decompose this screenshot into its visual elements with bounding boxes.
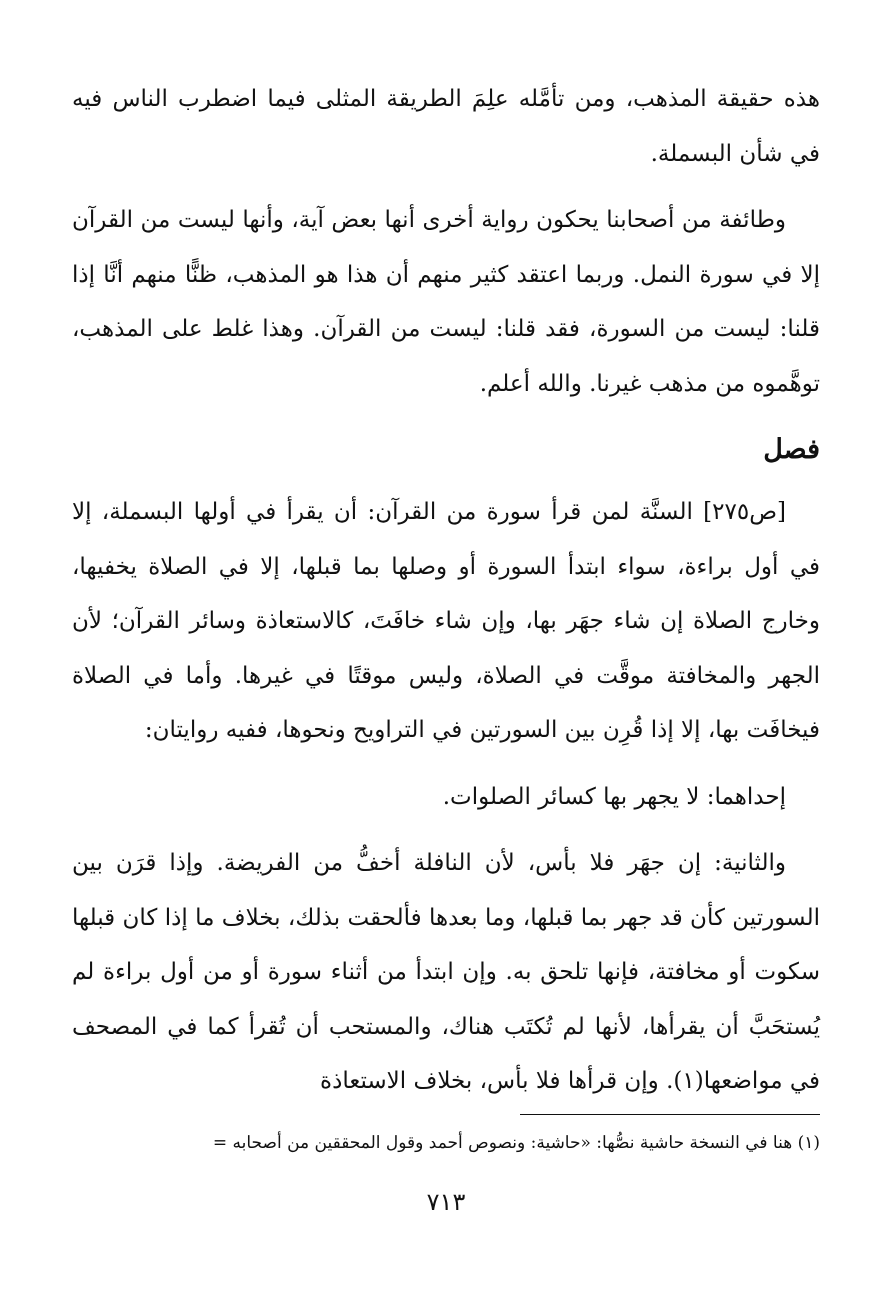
section-heading: فصل [763, 434, 820, 465]
page-number: ٧١٣ [426, 1188, 466, 1216]
paragraph-5: والثانية: إن جهَر فلا بأس، لأن النافلة أخفُّ من الفريضة. وإذا قرَن بين السورتين كأن قد جهر بما قبلها، وما بعدها فألحقت بذلك، بخلاف ما إذا كان قبلها سكوت أو مخافتة، فإنها تلحق به. وإن ابتدأ من أثناء سورة أو من أول براءة لم يُستحَبَّ أن يقرأها، لأنها لم تُكتَب هناك، والمستحب أن تُقرأ كما في المصحف في مواضعها(١). وإن قرأها فلا بأس، بخلاف الاستعاذة [72, 850, 820, 1094]
paragraph-4: إحداهما: لا يجهر بها كسائر الصلوات. [442, 783, 786, 810]
paragraph-3: [ص٢٧٥] السنَّة لمن قرأ سورة من القرآن: أن يقرأ في أولها البسملة، إلا في أول براءة، سواء ابتدأ السورة أو وصلها بما قبلها، إلا في الصلاة يخفيها، وخارج الصلاة إن شاء جهَر بها، وإن شاء خافَتَ، كالاستعاذة وسائر القرآن؛ لأن الجهر والمخافتة موقَّت في الصلاة، وليس موقتًا في غيرها. وأما في الصلاة فيخافَت بها، إلا إذا قُرِن بين السورتين في التراويح ونحوها، ففيه روايتان: [72, 499, 820, 743]
footnote: (١) هنا في النسخة حاشية نصُّها: «حاشية: ونصوص أحمد وقول المحققين من أصحابه = [212, 1133, 820, 1153]
main-text [72, 72, 820, 1109]
footnote-divider [520, 1114, 820, 1115]
paragraph-2: وطائفة من أصحابنا يحكون رواية أخرى أنها بعض آية، وأنها ليست من القرآن إلا في سورة النمل. وربما اعتقد كثير منهم أن هذا هو المذهب، ظنًّا منهم أنَّا إذا قلنا: ليست من السورة، فقد قلنا: ليست من القرآن. وهذا غلط على المذهب، توهَّموه من مذهب غيرنا. والله أعلم. [72, 207, 820, 397]
paragraph-1: هذه حقيقة المذهب، ومن تأمَّله علِمَ الطريقة المثلى فيما اضطرب الناس فيه في شأن البسملة. [72, 86, 820, 167]
